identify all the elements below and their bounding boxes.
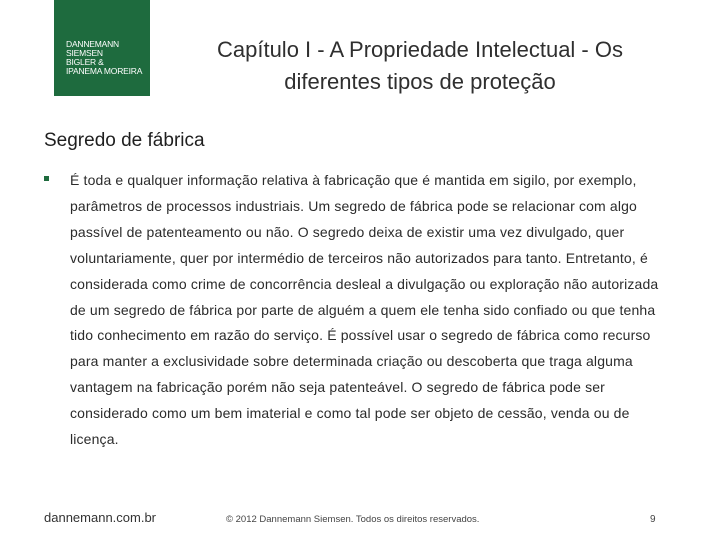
logo-line-2: SIEMSEN — [66, 48, 103, 58]
logo-line-1: DANNEMANN — [66, 39, 119, 49]
slide-title-line-1: Capítulo I - A Propriedade Intelectual - Os — [216, 37, 623, 62]
slide-title-line-2: diferentes tipos de proteção — [284, 69, 556, 94]
page-number: 9 — [650, 514, 656, 525]
square-bullet-icon — [44, 176, 49, 181]
section-heading: Segredo de fábrica — [44, 130, 205, 151]
slide-title — [168, 34, 672, 98]
logo-line-3: BIGLER & — [66, 57, 104, 67]
footer-url: dannemann.com.br — [44, 510, 157, 525]
footer-copyright: © 2012 Dannemann Siemsen. Todos os direitos reservados. — [226, 514, 480, 525]
logo-line-4: IPANEMA MOREIRA — [66, 66, 143, 76]
company-logo — [54, 0, 150, 96]
bullet-text: É toda e qualquer informação relativa à fabricação que é mantida em sigilo, por exemplo, parâmetros de processos industriais. Um segredo de fábrica pode se relacionar com algo passível de patenteamento ou não. O segredo deixa de existir uma vez divulgado, quer voluntariamente, quer por intermédio de terceiros não autorizados para tanto. Entretanto, é considerada como crime de concorrência desleal a divulgação ou exploração não autorizada de um segredo de fábrica por parte de alguém a quem ele tenha sido confiado ou que tenha tido conhecimento em razão do serviço. É possível usar o segredo de fábrica como recurso para manter a exclusividade sobre determinada criação ou descoberta que traga alguma vantagem na fabricação porém não seja patenteável. O segredo de fábrica pode ser considerado como um bem imaterial e como tal pode ser objeto de cessão, venda ou de licença. — [70, 172, 659, 448]
